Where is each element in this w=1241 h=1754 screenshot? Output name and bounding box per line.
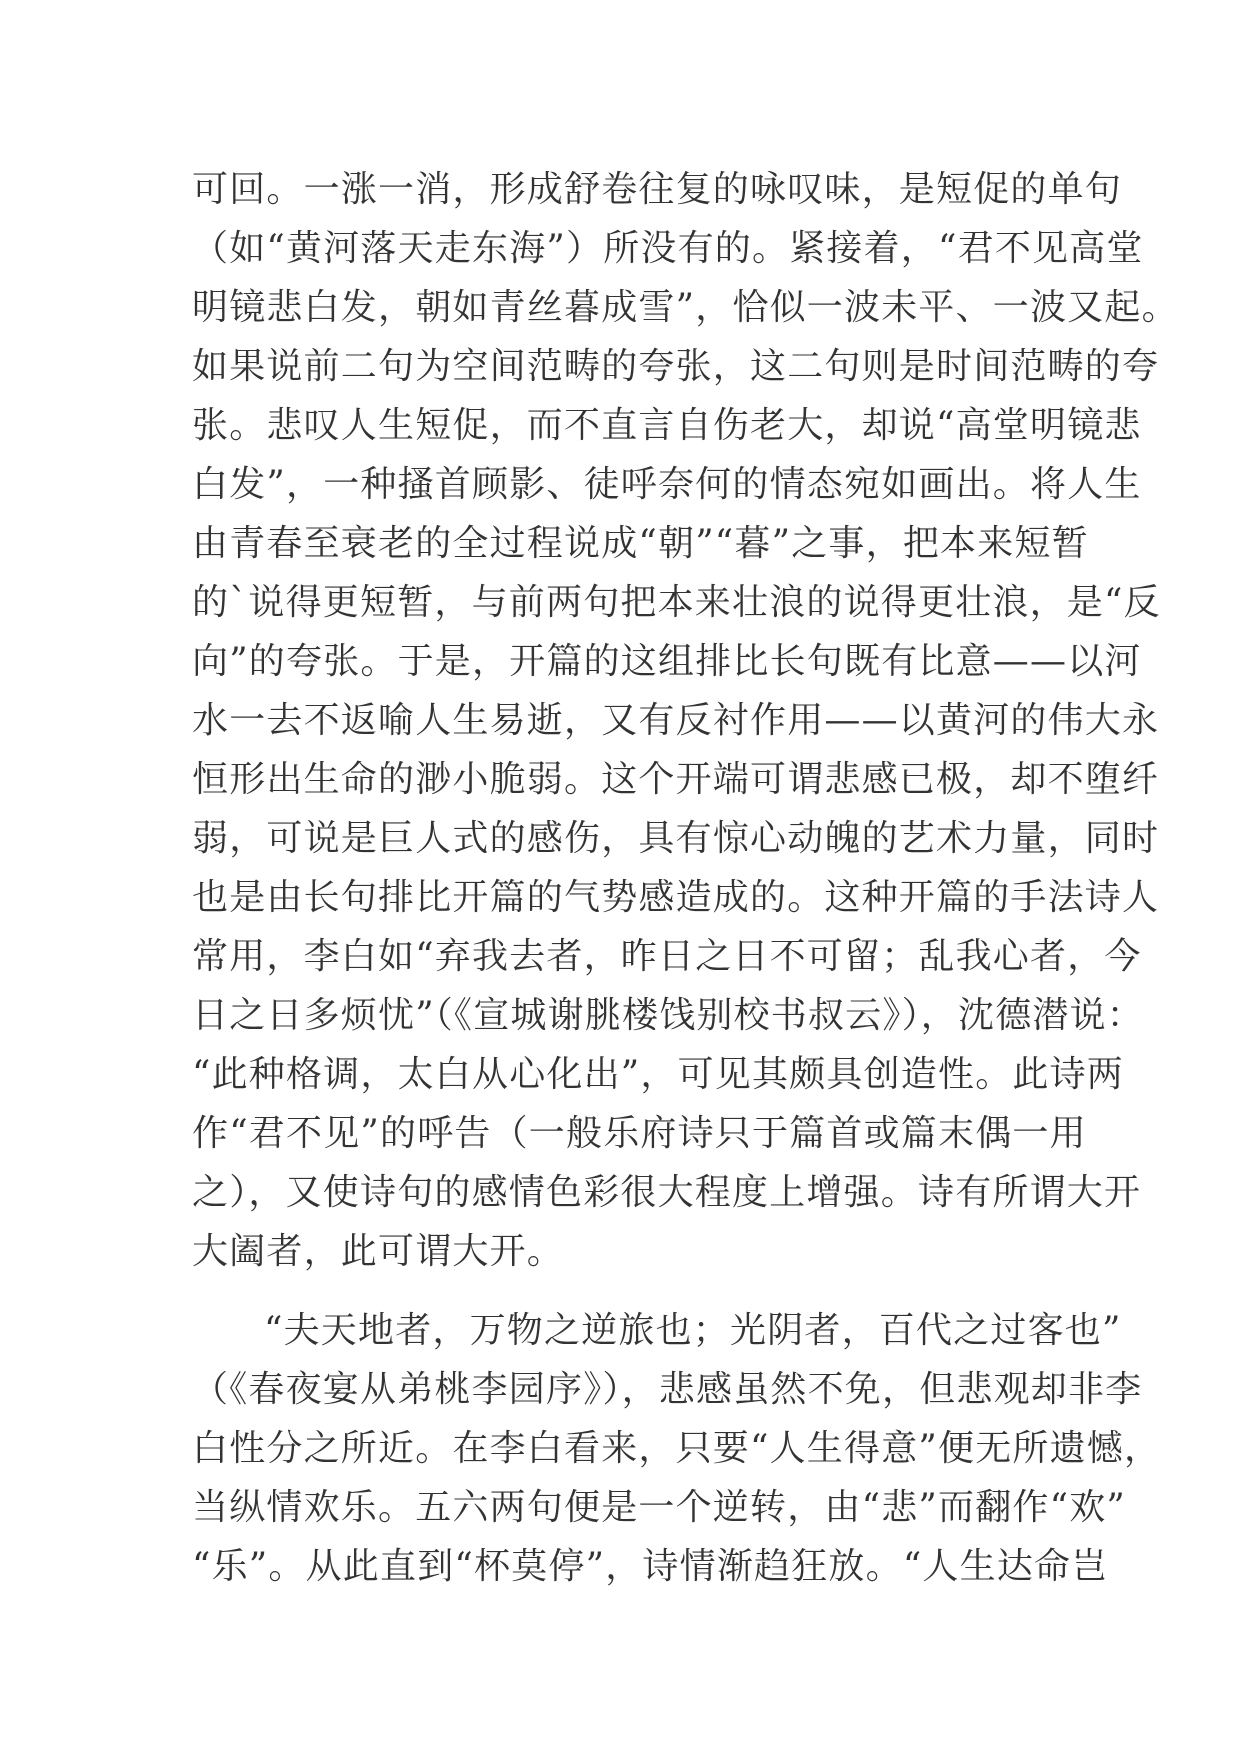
text-line: 的`说得更短暂，与前两句把本来壮浪的说得更壮浪，是“反 — [192, 582, 1161, 623]
text-line: （如“黄河落天走东海”）所没有的。紧接着，“君不见高堂 — [192, 228, 1144, 269]
paragraph-2 — [192, 1301, 1162, 1596]
text-line: “此种格调，太白从心化出”，可见其颇具创造性。此诗两 — [192, 1054, 1125, 1095]
body-text — [192, 160, 1179, 1596]
text-line: 白性分之所近。在李白看来，只要“人生得意”便无所遗憾， — [192, 1428, 1162, 1469]
paragraph-1 — [192, 160, 1179, 1281]
text-line: 当纵情欢乐。五六两句便是一个逆转，由“悲”而翻作“欢” — [192, 1487, 1127, 1528]
text-line: “乐”。从此直到“杯莫停”，诗情渐趋狂放。“人生达命岂 — [192, 1546, 1109, 1587]
text-line: 也是由长句排比开篇的气势感造成的。这种开篇的手法诗人 — [192, 877, 1160, 918]
text-line: 弱，可说是巨人式的感伤，具有惊心动魄的艺术力量，同时 — [192, 818, 1160, 859]
text-line: 由青春至衰老的全过程说成“朝”“暮”之事，把本来短暂 — [192, 523, 1089, 564]
text-line: 明镜悲白发，朝如青丝暮成雪”，恰似一波未平、一波又起。 — [192, 287, 1179, 328]
text-line: 恒形出生命的渺小脆弱。这个开端可谓悲感已极，却不堕纤 — [192, 759, 1160, 800]
text-line: 向”的夸张。于是，开篇的这组排比长句既有比意——以河 — [192, 641, 1142, 682]
text-line: 白发”，一种搔首顾影、徒呼奈何的情态宛如画出。将人生 — [192, 464, 1142, 505]
text-line: 如果说前二句为空间范畴的夸张，这二句则是时间范畴的夸 — [192, 346, 1160, 387]
text-line: 日之日多烦忧”（《宣城谢朓楼饯别校书叔云》），沈德潜说： — [192, 995, 1145, 1036]
text-line: （《春夜宴从弟桃李园序》），悲感虽然不免，但悲观却非李 — [192, 1369, 1143, 1410]
paragraph-spacer — [192, 1281, 1072, 1301]
text-line: 之），又使诗句的感情色彩很大程度上增强。诗有所谓大开 — [192, 1172, 1142, 1213]
text-line: 张。悲叹人生短促，而不直言自伤老大，却说“高堂明镜悲 — [192, 405, 1142, 446]
text-line: 水一去不返喻人生易逝，又有反衬作用——以黄河的伟大永 — [192, 700, 1160, 741]
text-line: 可回。一涨一消，形成舒卷往复的咏叹味，是短促的单句 — [192, 169, 1123, 210]
text-line: 作“君不见”的呼告（一般乐府诗只于篇首或篇末偶一用 — [192, 1113, 1087, 1154]
text-line: “夫天地者，万物之逆旅也；光阴者，百代之过客也” — [264, 1310, 1122, 1351]
text-line: 大阖者，此可谓大开。 — [192, 1231, 565, 1272]
text-line: 常用，李白如“弃我去者，昨日之日不可留；乱我心者，今 — [192, 936, 1142, 977]
